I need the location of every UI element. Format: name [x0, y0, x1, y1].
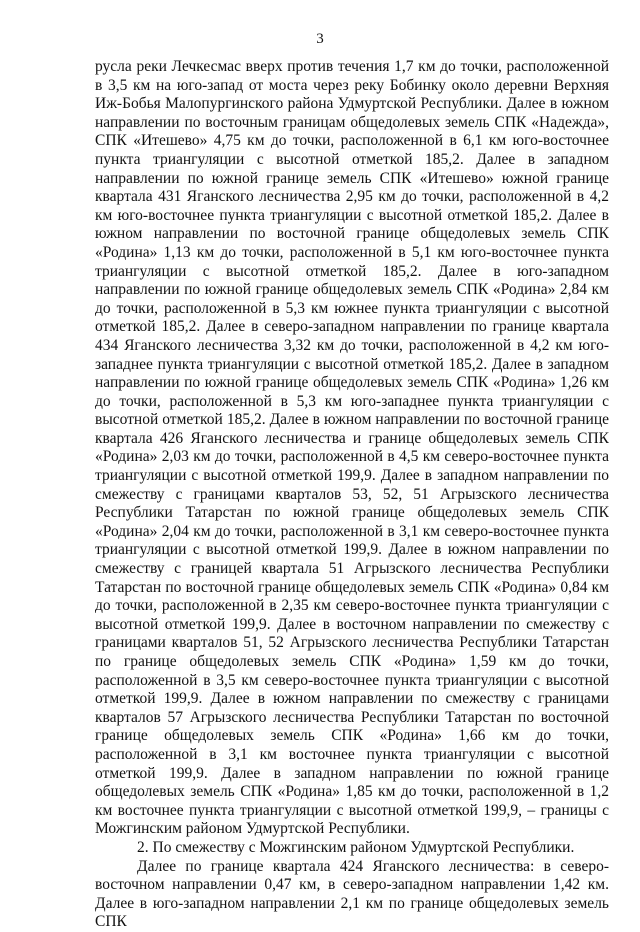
document-body	[95, 58, 609, 932]
page-number: 3	[316, 31, 324, 47]
section-heading-mozhga-border: 2. По смежеству с Можгинским районом Удмуртской Республики.	[137, 838, 575, 856]
paragraph-boundary-description: русла реки Лечкесмас вверх против течения 1,7 км до точки, расположенной в 3,5 км на юго-запад от моста через реку Бобинку около деревни Верхняя Иж-Бобья Малопургинского района Удмуртской Республики. Далее в южном направлении по восточным границам общедолевых земель СПК «Надежда», СПК «Итешево» 4,75 км до точки, расположенной в 6,1 км юго-восточнее пункта триангуляции с высотной отметкой 185,2. Далее в западном направлении по южной границе земель СПК «Итешево» южной границе квартала 431 Яганского лесничества 2,95 км до точки, расположенной в 4,2 км юго-восточнее пункта триангуляции с высотной отметкой 185,2. Далее в южном направлении по восточной границе общедолевых земель СПК «Родина» 1,13 км до точки, расположенной в 5,1 км юго-восточнее пункта триангуляции с высотной отметкой 185,2. Далее в юго-западном направлении по южной границе общедолевых земель СПК «Родина» 2,84 км до точки, расположенной в 5,3 км южнее пункта триангуляции с высотной отметкой 185,2. Далее в северо-западном направлении по границе квартала 434 Яганского лесничества 3,32 км до точки, расположенной в 4,2 км юго-западнее пункта триангуляции с высотной отметкой 185,2. Далее в западном направлении по южной границе общедолевых земель СПК «Родина» 1,26 км до точки, расположенной в 5,3 км юго-западнее пункта триангуляции с высотной отметкой 185,2. Далее в южном направлении по восточной границе квартала 426 Яганского лесничества и границе общедолевых земель СПК «Родина» 2,03 км до точки, расположенной в 4,5 км северо-восточнее пункта триангуляции с высотной отметкой 199,9. Далее в западном направлении по смежеству с границами кварталов 53, 52, 51 Агрызского лесничества Республики Татарстан по южной границе общедолевых земель СПК «Родина» 2,04 км до точки, расположенной в 3,1 км северо-восточнее пункта триангуляции с высотной отметкой 199,9. Далее в южном направлении по смежеству с границей квартала 51 Агрызского лесничества Республики Татарстан по восточной границе общедолевых земель СПК «Родина» 0,84 км до точки, расположенной в 2,35 км северо-восточнее пункта триангуляции с высотной отметкой 199,9. Далее в восточном направлении по смежеству с границами кварталов 51, 52 Агрызского лесничества Республики Татарстан по границе общедолевых земель СПК «Родина» 1,59 км до точки, расположенной в 3,5 км северо-восточнее пункта триангуляции с высотной отметкой 199,9. Далее в южном направлении по смежеству с границами кварталов 57 Агрызского лесничества Республики Татарстан по восточной границе общедолевых земель СПК «Родина» 1,66 км до точки, расположенной в 3,1 км восточнее пункта триангуляции с высотной отметкой 199,9. Далее в западном направлении по южной границе общедолевых земель СПК «Родина» 1,85 км до точки, расположенной в 1,2 км восточнее пункта триангуляции с высотной отметкой 199,9, – границы с Можгинским районом Удмуртской Республики.	[95, 58, 609, 838]
paragraph-continuation: Далее по границе квартала 424 Яганского лесничества: в северо-восточном направлении 0,47 км, в северо-западном направлении 1,42 км. Далее в юго-западном направлении 2,1 км по границе общедолевых земель СПК	[95, 857, 609, 931]
